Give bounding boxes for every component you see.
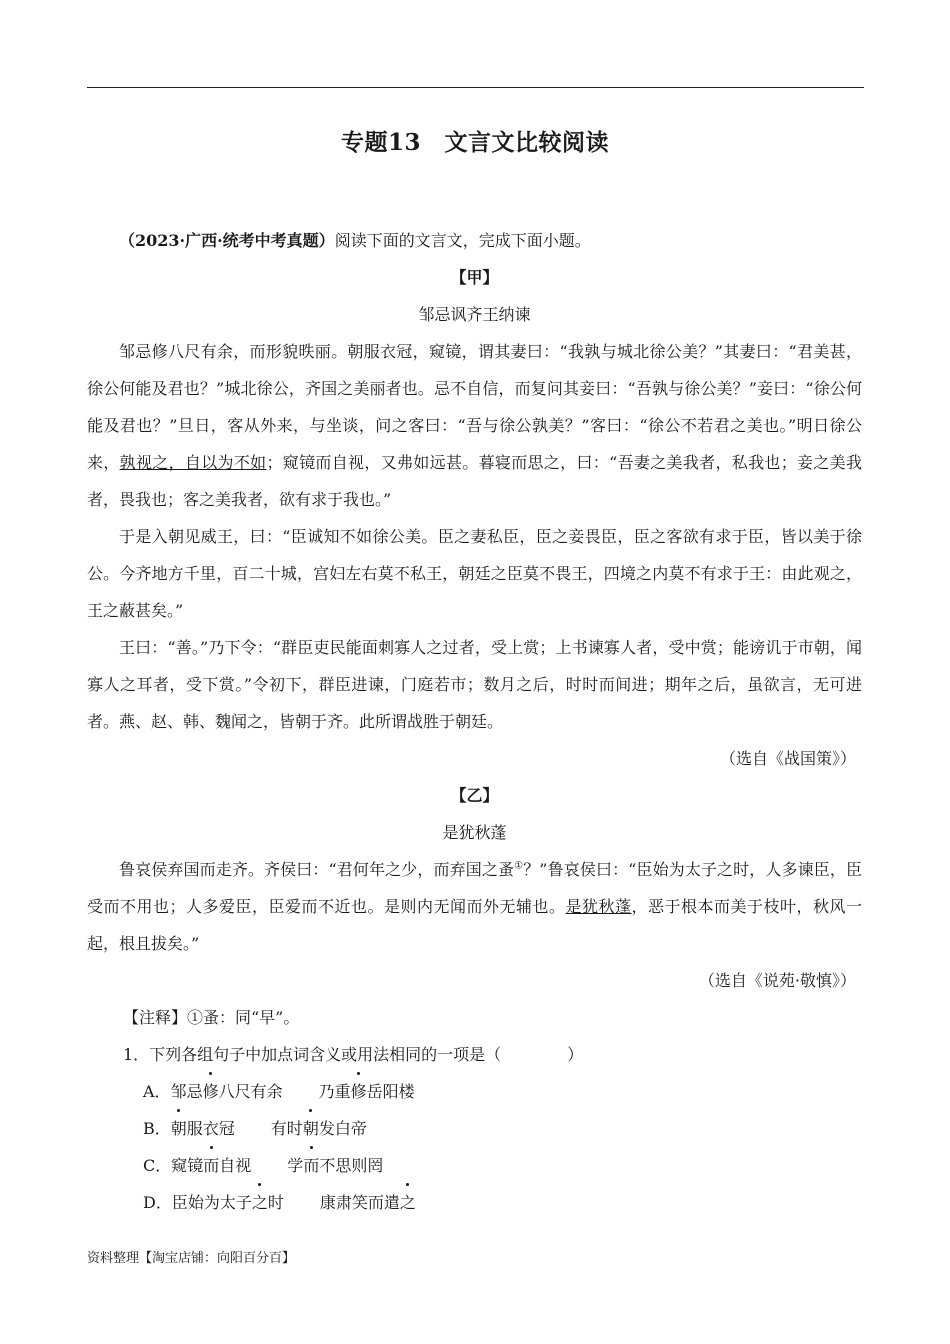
instruction: 阅读下面的文言文，完成下面小题。	[334, 231, 591, 250]
question-1-text: 1．下列各组句子中加点词含义或用法相同的一项是（	[123, 1045, 502, 1064]
dotted-word: 之	[252, 1184, 268, 1221]
question-1-stem	[87, 1036, 862, 1073]
option-a[interactable]	[87, 1073, 862, 1110]
footnote-mark: ①	[514, 860, 524, 872]
passage-b-p1-text-3: ，恶于根本而美于枝叶，秋风一起，根且拔矣。”	[87, 897, 862, 953]
passage-a-p1-text-2: ；窥镜而自视，又弗如远甚。暮寝而思之，曰：“吾妻之美我者，私我也；妾之美我者，畏我也；客之美我者，欲有求于我也。”	[87, 453, 862, 509]
option-label: C．	[143, 1156, 172, 1175]
passage-b-source: （选自《说苑·敬慎》）	[698, 971, 856, 990]
dotted-word: 而	[303, 1147, 319, 1184]
option-text: 学	[287, 1156, 304, 1175]
notes: 【注释】①蚤：同“早”。	[123, 1008, 300, 1027]
passage-a-source: （选自《战国策》）	[719, 749, 856, 768]
passage-a-paragraph-3: 王曰：“善。”乃下令：“群臣吏民能面刺寡人之过者，受上赏；上书谏寡人者，受中赏；能谤讥于市朝，闻寡人之耳者，受下赏。”令初下，群臣进谏，门庭若市；数月之后，时时而间进；期年之后，虽欲言，无可进者。燕、赵、韩、魏闻之，皆朝于齐。此所谓战胜于朝廷。	[87, 638, 862, 731]
dotted-word: 之	[400, 1184, 416, 1221]
passage-b-paragraph-1	[87, 851, 862, 962]
option-text: 乃重	[318, 1082, 351, 1101]
option-text: 邹忌	[170, 1082, 203, 1101]
option-text: 发白帝	[318, 1119, 367, 1138]
dotted-word: 而	[203, 1147, 219, 1184]
option-text: 自视	[219, 1156, 252, 1175]
option-text: 八尺有余	[218, 1082, 283, 1101]
passage-a-p1-text: 邹忌修八尺有余，而形貌昳丽。朝服衣冠，窥镜，谓其妻曰：“我孰与城北徐公美？”其妻曰：“君美甚，徐公何能及君也？”城北徐公，齐国之美丽者也。忌不自信，而复问其妾曰：“吾孰与徐公美？”妾曰：“徐公何能及君也？”旦日，客从外来，与坐谈，问之客曰：“吾与徐公孰美？”客曰：“徐公不若君之美也。”明日徐公来，	[87, 342, 862, 472]
option-text: 时	[267, 1193, 284, 1212]
option-text: 不思则罔	[319, 1156, 384, 1175]
header-rule	[87, 87, 864, 88]
dotted-word: 朝	[171, 1110, 187, 1147]
question-1-paren: ）	[567, 1045, 584, 1064]
option-c[interactable]	[87, 1147, 862, 1184]
option-text: 臣始为太子	[171, 1193, 252, 1212]
dotted-word: 修	[203, 1073, 219, 1110]
passage-b-p1-text-2: ？”鲁哀侯曰：“臣始为太子之时，人多谏臣，臣受而不用也；人多爱臣，臣爱而不近也。是则内无闻而外无辅也。	[87, 860, 862, 916]
passage-b-p1-text: 鲁哀侯弃国而走齐。齐侯曰：“君何年之少，而弃国之蚤	[119, 860, 515, 879]
passage-a-title: 邹忌讽齐王纳谏	[418, 305, 531, 324]
passage-b-label: 【乙】	[450, 786, 499, 805]
underlined-sentence-a: 孰视之，自以为不如	[119, 453, 267, 472]
passage-a-paragraph-1	[87, 333, 862, 518]
underlined-sentence-b: 是犹秋蓬	[565, 897, 632, 916]
option-text: 有时	[270, 1119, 303, 1138]
passage-b-title: 是犹秋蓬	[442, 823, 507, 842]
option-label: B．	[143, 1119, 171, 1138]
intro-line	[87, 222, 862, 259]
dotted-word: 朝	[303, 1110, 319, 1147]
option-d[interactable]	[87, 1184, 862, 1221]
document-body	[87, 222, 862, 1221]
option-label: A．	[143, 1082, 171, 1101]
option-text: 岳阳楼	[366, 1082, 415, 1101]
source-tag: （2023·广西·统考中考真题）	[119, 231, 335, 250]
option-b[interactable]	[87, 1110, 862, 1147]
page-title: 专题13 文言文比较阅读	[340, 129, 609, 156]
option-text: 康肃笑而遣	[319, 1193, 400, 1212]
option-text: 服衣冠	[186, 1119, 235, 1138]
passage-a-label: 【甲】	[450, 268, 499, 287]
option-label: D．	[143, 1193, 172, 1212]
option-text: 窥镜	[171, 1156, 204, 1175]
dotted-word: 修	[351, 1073, 367, 1110]
page-footer: 资料整理【淘宝店铺：向阳百分百】	[87, 1251, 296, 1266]
passage-a-paragraph-2: 于是入朝见威王，曰：“臣诚知不如徐公美。臣之妻私臣，臣之妾畏臣，臣之客欲有求于臣，皆以美于徐公。今齐地方千里，百二十城，宫妇左右莫不私王，朝廷之臣莫不畏王，四境之内莫不有求于王：由此观之，王之蔽甚矣。”	[87, 527, 862, 620]
